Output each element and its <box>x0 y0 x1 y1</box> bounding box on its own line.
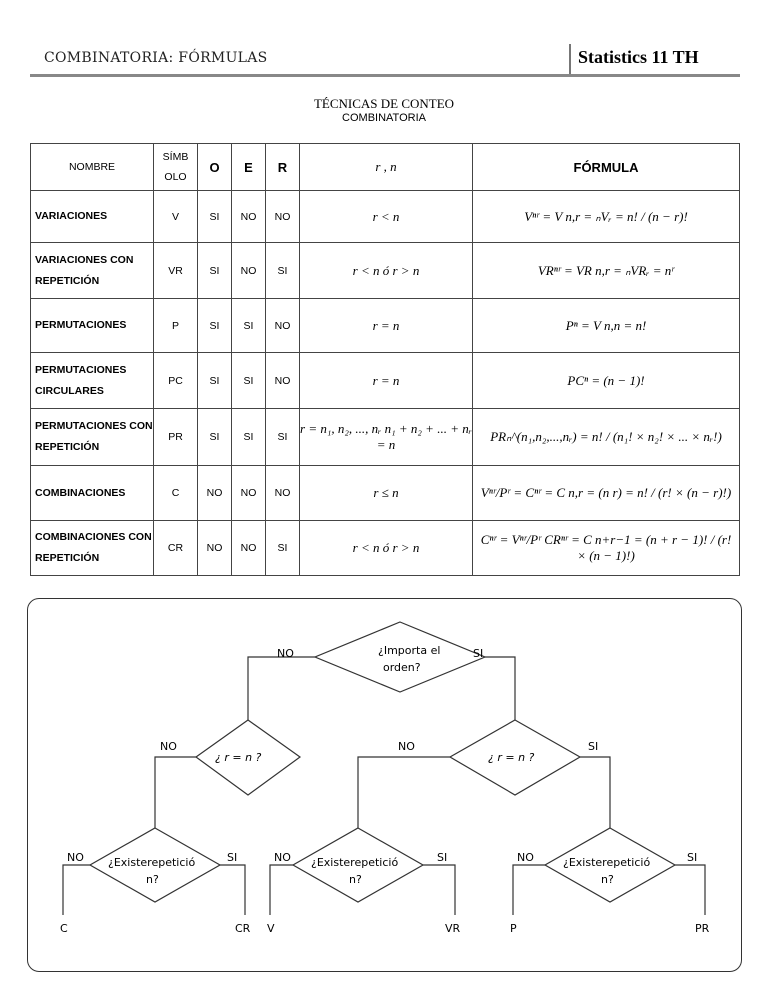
r-cell: NO <box>266 353 300 409</box>
q-repetition-2: n? <box>349 873 362 886</box>
r-cell: NO <box>266 466 300 521</box>
leaf-c: C <box>60 922 68 935</box>
formula-cell: Cⁿʳ = Vⁿʳ/Pʳ CRⁿʳ = C n+r−1 = (n + r − 1)! / (r! × (n − 1)!) <box>473 521 740 576</box>
label-no: NO <box>277 647 294 660</box>
symbol-cell: PR <box>154 409 198 466</box>
label-si: SI <box>473 647 484 660</box>
rn-cell: r < n ó r > n <box>300 521 473 576</box>
formula-cell: Vⁿʳ = V n,r = ₙVᵣ = n! / (n − r)! <box>473 191 740 243</box>
o-cell: SI <box>198 191 232 243</box>
label-no: NO <box>398 740 415 753</box>
q-order-2: orden? <box>383 661 421 674</box>
q-repetition-2: n? <box>601 873 614 886</box>
r-cell: SI <box>266 409 300 466</box>
o-cell: NO <box>198 466 232 521</box>
rn-cell: r < n ó r > n <box>300 243 473 299</box>
col-o: O <box>198 144 232 191</box>
label-no: NO <box>517 851 534 864</box>
label-no: NO <box>160 740 177 753</box>
name-cell: PERMUTACIONES CON REPETICIÓN <box>31 409 154 466</box>
col-r: R <box>266 144 300 191</box>
name-cell: COMBINACIONES <box>31 466 154 521</box>
label-no: NO <box>274 851 291 864</box>
q-order-1: ¿Importa el <box>378 644 441 657</box>
o-cell: SI <box>198 299 232 353</box>
name-cell: COMBINACIONES CON REPETICIÓN <box>31 521 154 576</box>
q-repetition: ¿Existerepetició <box>311 856 399 869</box>
page-title: TÉCNICAS DE CONTEO <box>313 96 455 111</box>
label-si: SI <box>437 851 448 864</box>
r-cell: NO <box>266 299 300 353</box>
rn-cell: r = n <box>300 353 473 409</box>
name-cell: VARIACIONES <box>31 191 154 243</box>
header-course: Statistics 11 TH <box>578 47 699 67</box>
e-cell: SI <box>232 353 266 409</box>
label-no: NO <box>67 851 84 864</box>
leaf-cr: CR <box>235 922 251 935</box>
symbol-cell: VR <box>154 243 198 299</box>
q-rn-right: ¿ r = n ? <box>488 751 535 764</box>
e-cell: SI <box>232 299 266 353</box>
symbol-cell: CR <box>154 521 198 576</box>
o-cell: SI <box>198 353 232 409</box>
col-nombre: NOMBRE <box>31 144 154 191</box>
name-cell: VARIACIONES CON REPETICIÓN <box>31 243 154 299</box>
r-cell: NO <box>266 191 300 243</box>
leaf-p: P <box>510 922 517 935</box>
col-e: E <box>232 144 266 191</box>
formula-cell: Vⁿʳ/Pʳ = Cⁿʳ = C n,r = (n r) = n! / (r! × (n − r)!) <box>473 466 740 521</box>
name-cell: PERMUTACIONES CIRCULARES <box>31 353 154 409</box>
q-rn-left: ¿ r = n ? <box>215 751 262 764</box>
r-cell: SI <box>266 243 300 299</box>
o-cell: NO <box>198 521 232 576</box>
o-cell: SI <box>198 243 232 299</box>
col-formula: FÓRMULA <box>473 144 740 191</box>
formula-cell: PCⁿ = (n − 1)! <box>473 353 740 409</box>
e-cell: SI <box>232 409 266 466</box>
col-rn: r , n <box>300 144 473 191</box>
symbol-cell: P <box>154 299 198 353</box>
label-si: SI <box>687 851 698 864</box>
e-cell: NO <box>232 191 266 243</box>
rn-cell: r = n <box>300 299 473 353</box>
leaf-vr: VR <box>445 922 461 935</box>
o-cell: SI <box>198 409 232 466</box>
diamond-order <box>315 622 485 692</box>
e-cell: NO <box>232 466 266 521</box>
q-repetition-2: n? <box>146 873 159 886</box>
formula-cell: VRⁿʳ = VR n,r = ₙVRᵣ = nʳ <box>473 243 740 299</box>
e-cell: NO <box>232 243 266 299</box>
label-si: SI <box>588 740 599 753</box>
leaf-pr: PR <box>695 922 710 935</box>
e-cell: NO <box>232 521 266 576</box>
symbol-cell: PC <box>154 353 198 409</box>
rn-cell: r = n₁, n₂, ..., nᵣ n₁ + n₂ + ... + nᵣ = n <box>300 409 473 466</box>
rn-cell: r ≤ n <box>300 466 473 521</box>
header-title: COMBINATORIA: FÓRMULAS <box>44 50 268 66</box>
page-subtitle: COMBINATORIA <box>342 112 426 124</box>
formula-cell: Pⁿ = V n,n = n! <box>473 299 740 353</box>
q-repetition: ¿Existerepetició <box>108 856 196 869</box>
symbol-cell: V <box>154 191 198 243</box>
name-cell: PERMUTACIONES <box>31 299 154 353</box>
formula-cell: PRₙ^(n₁,n₂,...,nᵣ) = n! / (n₁! × n₂! × ... × nᵣ!) <box>473 409 740 466</box>
leaf-v: V <box>267 922 275 935</box>
r-cell: SI <box>266 521 300 576</box>
col-simbolo: SÍMB OLO <box>154 144 198 191</box>
label-si: SI <box>227 851 238 864</box>
rn-cell: r < n <box>300 191 473 243</box>
symbol-cell: C <box>154 466 198 521</box>
q-repetition: ¿Existerepetició <box>563 856 651 869</box>
